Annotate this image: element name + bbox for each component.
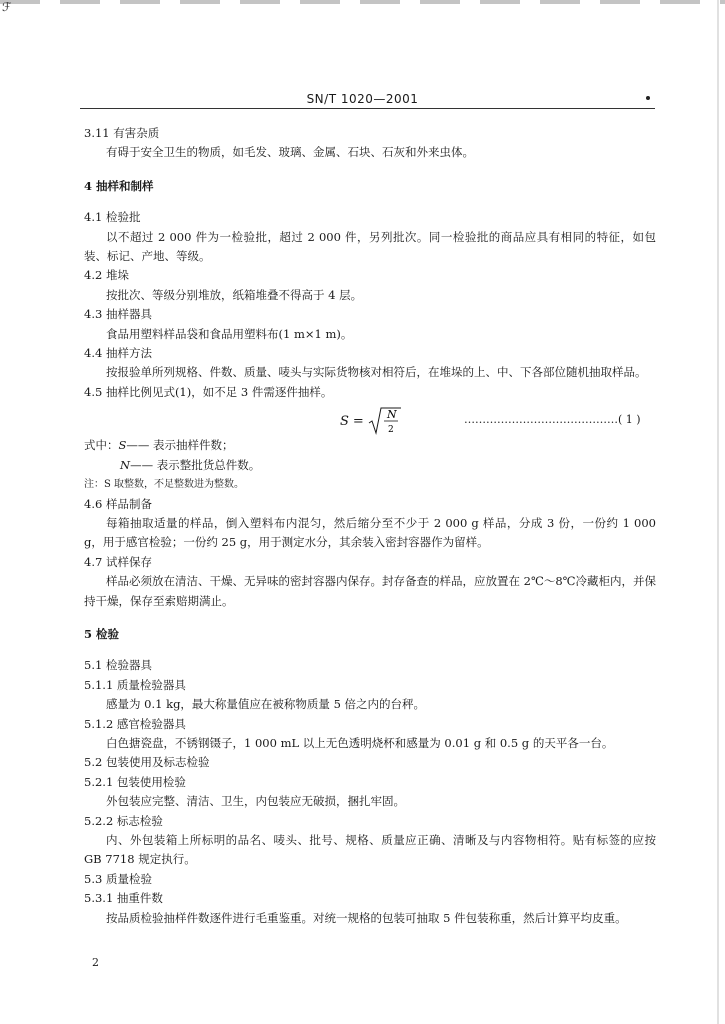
scan-mark-icon: ℱ [2, 0, 12, 14]
section-heading: 5.1 检验器具 [84, 658, 152, 673]
section-heading: 5.2 包装使用及标志检验 [84, 755, 210, 770]
section-heading: 5.2.1 包装使用检验 [84, 774, 186, 789]
formula-equals: = [352, 413, 364, 429]
section-heading: 3.11 有害杂质 [84, 126, 160, 140]
scan-dot [646, 96, 650, 100]
section-body: 按批次、等级分别堆放，纸箱堆叠不得高于 4 层。 [106, 287, 363, 302]
formula-var-desc: —— 表示抽样件数； [126, 438, 234, 453]
section-heading: 4.1 检验批 [84, 210, 141, 225]
formula-where [84, 436, 656, 455]
section-body: 每箱抽取适量的样品，倒入塑料布内混匀，然后缩分至不少于 2 000 g 样品，分成 3 份，一份约 1 000 g，用于感官检验；一份约 25 g，用于测定水分，其余装入密封容器作为留样。 [84, 515, 656, 550]
formula-where-intro: 式中： [84, 438, 119, 453]
formula-note: 注：S 取整数，不足整数进为整数。 [84, 479, 245, 491]
formula-expression [340, 406, 402, 436]
formula-numerator: N [386, 408, 397, 422]
section-heading: 4.2 堆垛 [84, 268, 129, 283]
page-number: 2 [92, 956, 99, 969]
section-heading: 4.7 试样保存 [84, 554, 152, 569]
scan-edge-top [0, 0, 725, 4]
section-body: 食品用塑料样品袋和食品用塑料布(1 m×1 m)。 [106, 326, 353, 341]
section-heading: 4.3 抽样器具 [84, 307, 152, 322]
section-body: 以不超过 2 000 件为一检验批，超过 2 000 件，另列批次。同一检验批的商品应具有相同的特征，如包装、标记、产地、等级。 [84, 229, 656, 264]
formula-denominator: 2 [387, 425, 394, 436]
section-heading: 5.3.1 抽重件数 [84, 891, 163, 906]
formula-var-symbol: N [120, 457, 131, 472]
section-heading: 5.2.2 标志检验 [84, 813, 163, 828]
section-body: 样品必须放在清洁、干燥、无异味的密封容器内保存。封存备查的样品，应放置在 2℃～8℃冷藏柜内，并保持干燥，保存至索赔期满止。 [84, 574, 657, 608]
section-heading: 4 抽样和制样 [84, 178, 154, 193]
section-heading: 5.3 质量检验 [84, 871, 152, 886]
section-body: 按报验单所列规格、件数、质量、唛头与实际货物核对相符后，在堆垛的上、中、下各部位随机抽取样品。 [106, 365, 647, 380]
section-body: 有碍于安全卫生的物质，如毛发、玻璃、金属、石块、石灰和外来虫体。 [106, 145, 474, 160]
document-body [84, 124, 656, 928]
section-heading: 4.4 抽样方法 [84, 346, 152, 361]
section-heading: 5.1.1 质量检验器具 [84, 677, 186, 692]
section-body: 内、外包装箱上所标明的品名、唛头、批号、规格、质量应正确、清晰及与内容物相符。贴有标签的应按 GB 7718 规定执行。 [84, 833, 656, 867]
section-body: 白色搪瓷盘，不锈钢镊子，1 000 mL 以上无色透明烧杯和感量为 0.01 g 和 0.5 g 的天平各一台。 [106, 735, 614, 750]
formula-lhs: S [340, 413, 349, 429]
section-body: 外包装应完整、清洁、卫生，内包装应无破损，捆扎牢固。 [106, 794, 405, 809]
formula-where [84, 456, 656, 475]
scan-edge-right [717, 0, 719, 1024]
header-rule [80, 108, 655, 109]
sqrt-icon [368, 406, 402, 436]
section-heading: 4.6 样品制备 [84, 496, 152, 511]
section-heading: 5 检验 [84, 626, 120, 641]
section-body: 按品质检验抽样件数逐件进行毛重鉴重。对统一规格的包装可抽取 5 件包装称重，然后计算平均皮重。 [106, 910, 627, 925]
section-body: 感量为 0.1 kg，最大称量值应在被称物质量 5 倍之内的台秤。 [106, 697, 426, 712]
section-heading: 5.1.2 感官检验器具 [84, 716, 186, 731]
formula-label: ( 1 ) [618, 413, 641, 427]
formula-var-desc: —— 表示整批货总件数。 [130, 457, 261, 472]
sampling-formula [84, 404, 656, 434]
section-heading: 4.5 抽样比例见式(1)，如不足 3 件需逐件抽样。 [84, 384, 333, 399]
formula-var-symbol: S [118, 438, 127, 453]
formula-leader-dots: …………………………………… [464, 413, 618, 427]
document-code: SN/T 1020—2001 [306, 92, 419, 106]
formula-leader [464, 410, 641, 429]
